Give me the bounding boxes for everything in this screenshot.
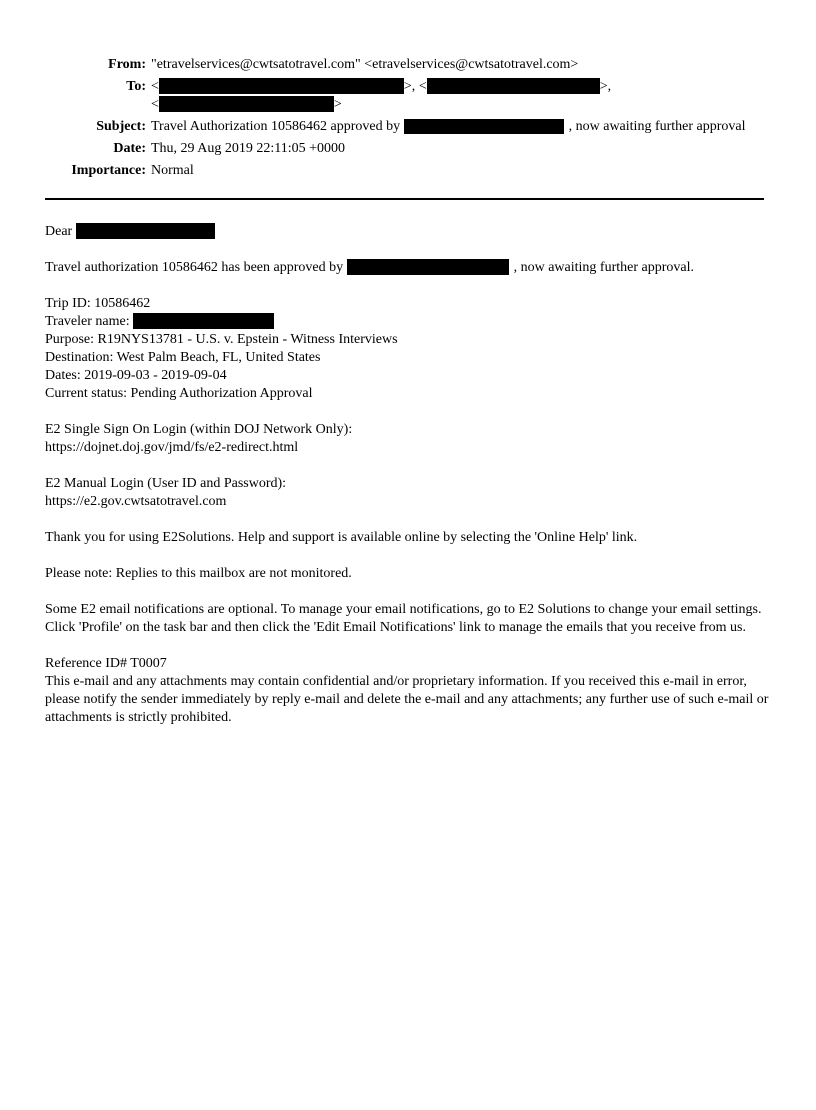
redaction-bar <box>76 223 215 239</box>
to-recipient1-open-bracket: < <box>151 79 159 94</box>
header-row-to <box>43 76 746 116</box>
redaction-bar <box>404 119 564 134</box>
salutation-line <box>45 223 770 241</box>
redaction-bar <box>159 96 334 112</box>
reference-block <box>45 655 770 727</box>
to-recipient3-close-bracket: > <box>333 97 342 112</box>
manual-login-url: https://e2.gov.cwtsatotravel.com <box>45 494 227 509</box>
reference-id-line: Reference ID# T0007 <box>45 656 167 671</box>
email-body <box>45 223 770 727</box>
to-label: To: <box>126 79 146 94</box>
email-document-page <box>0 54 816 1110</box>
mailbox-note-paragraph: Please note: Replies to this mailbox are not monitored. <box>45 566 352 581</box>
importance-label: Importance: <box>71 163 146 178</box>
manual-login-block <box>45 475 770 511</box>
header-row-importance <box>43 160 746 182</box>
from-value: "etravelservices@cwtsatotravel.com" <etravelservices@cwtsatotravel.com> <box>151 57 579 72</box>
purpose-line: Purpose: R19NYS13781 - U.S. v. Epstein - Witness Interviews <box>45 332 398 347</box>
approval-text-after: , now awaiting further approval. <box>513 260 694 275</box>
trip-details-block <box>45 295 770 403</box>
dates-line: Dates: 2019-09-03 - 2019-09-04 <box>45 368 227 383</box>
to-recipient3-open-bracket: < <box>151 97 159 112</box>
to-recipient2-open-bracket: < <box>418 79 427 94</box>
sso-login-block <box>45 421 770 457</box>
header-row-date <box>43 138 746 160</box>
disclaimer-text: This e-mail and any attachments may contain confidential and/or proprietary information. If you received this e-mail in error, please notify the sender immediately by reply e-mail and delete the e-mail and any attachments; any further use of such e-mail or attachments is strictly prohibited. <box>45 674 769 725</box>
subject-text-before: Travel Authorization 10586462 approved by <box>151 119 401 134</box>
redaction-bar <box>133 313 274 329</box>
notifications-info-paragraph: Some E2 email notifications are optional. To manage your email notifications, go to E2 Solutions to change your email settings. Click 'Profile' on the task bar and then click the 'Edit Email Notifications' link to manage the emails that you receive from us. <box>45 602 762 635</box>
traveler-name-line <box>45 313 770 331</box>
to-recipient1-close-bracket: >, <box>403 79 416 94</box>
header-row-subject <box>43 116 746 138</box>
current-status-line: Current status: Pending Authorization Approval <box>45 386 313 401</box>
email-header <box>43 54 746 182</box>
redaction-bar <box>347 259 509 275</box>
date-label: Date: <box>113 141 146 156</box>
salutation-text: Dear <box>45 224 73 239</box>
to-value <box>151 76 746 116</box>
thanks-paragraph: Thank you for using E2Solutions. Help and support is available online by selecting the 'Online Help' link. <box>45 530 638 545</box>
header-body-divider <box>45 198 764 200</box>
date-value: Thu, 29 Aug 2019 22:11:05 +0000 <box>151 141 346 156</box>
traveler-name-label: Traveler name: <box>45 314 130 329</box>
destination-line: Destination: West Palm Beach, FL, United States <box>45 350 321 365</box>
importance-value: Normal <box>151 163 194 178</box>
redaction-bar <box>159 78 404 94</box>
subject-label: Subject: <box>96 119 146 134</box>
subject-value <box>151 116 746 138</box>
manual-login-heading: E2 Manual Login (User ID and Password): <box>45 476 287 491</box>
redaction-bar <box>427 78 600 94</box>
approval-text-before: Travel authorization 10586462 has been approved by <box>45 260 344 275</box>
subject-text-after: , now awaiting further approval <box>568 119 746 134</box>
from-label: From: <box>108 57 146 72</box>
sso-login-url: https://dojnet.doj.gov/jmd/fs/e2-redirect.html <box>45 440 299 455</box>
approval-paragraph <box>45 259 770 277</box>
to-recipient2-close-bracket: >, <box>599 79 612 94</box>
header-row-from <box>43 54 746 76</box>
trip-id-line: Trip ID: 10586462 <box>45 296 151 311</box>
sso-login-heading: E2 Single Sign On Login (within DOJ Network Only): <box>45 422 353 437</box>
